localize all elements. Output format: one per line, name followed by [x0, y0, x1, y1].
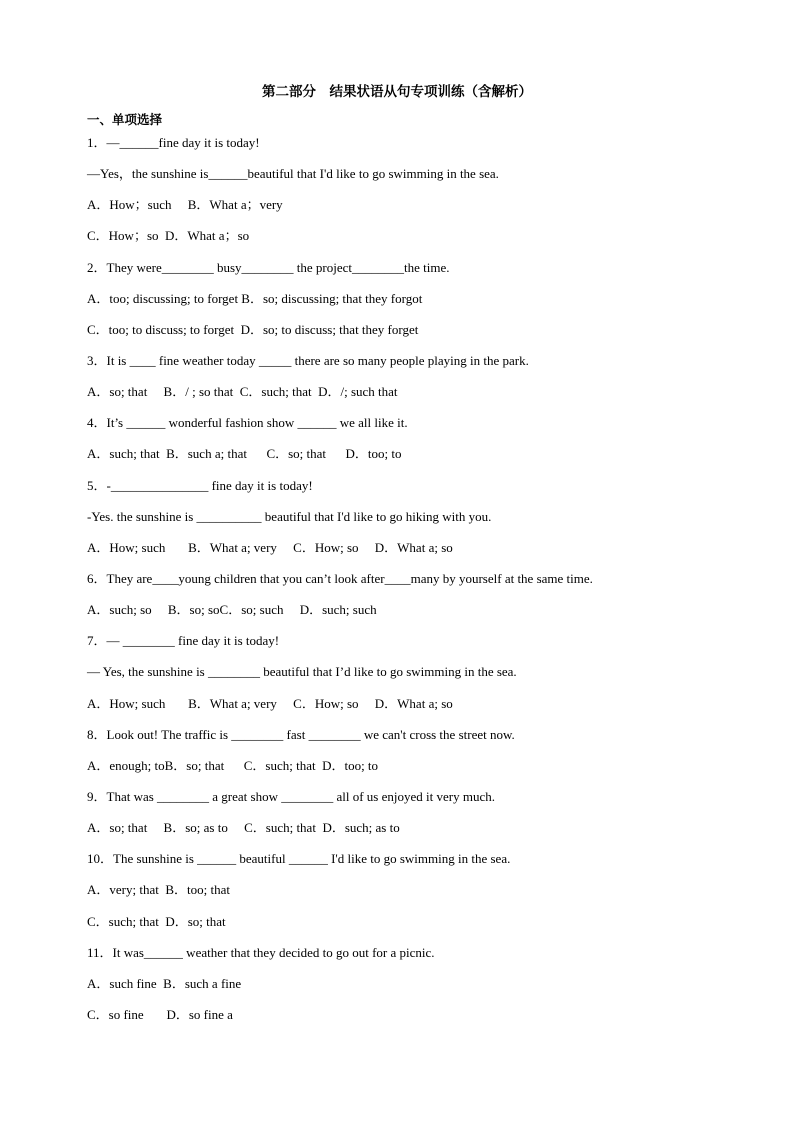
question-line: A．How; such B．What a; very C．How; so D．What a; so: [87, 539, 453, 555]
question-line: A．enough; toB．so; that C．such; that D．too; to: [87, 757, 379, 773]
question-line: C．so fine D．so fine a: [87, 1006, 233, 1022]
question-line: -Yes. the sunshine is __________ beautiful that I'd like to go hiking with you.: [87, 508, 492, 524]
question-line: —Yes，the sunshine is______beautiful that I'd like to go swimming in the sea.: [87, 166, 499, 182]
question-line: C．such; that D．so; that: [87, 913, 226, 929]
question-line: 7．— ________ fine day it is today!: [87, 633, 280, 649]
question-line: A．very; that B．too; that: [87, 882, 230, 898]
question-line: 5．-_______________ fine day it is today!: [87, 477, 313, 493]
question-line: A．such; that B．such a; that C．so; that D．too; to: [87, 446, 402, 462]
question-line: 10．The sunshine is ______ beautiful ______ I'd like to go swimming in the sea.: [87, 851, 511, 867]
question-line: 11．It was______ weather that they decided to go out for a picnic.: [87, 944, 435, 960]
question-line: C．too; to discuss; to forget D．so; to discuss; that they forget: [87, 321, 419, 337]
question-line: 6．They are____young children that you can’t look after____many by yourself at the same time.: [87, 570, 593, 586]
question-line: C．How；so D．What a；so: [87, 228, 250, 244]
question-line: 1．—______fine day it is today!: [87, 135, 260, 150]
question-line: 2．They were________ busy________ the project________the time.: [87, 259, 450, 275]
question-line: A．so; that B．so; as to C．such; that D．such; as to: [87, 820, 400, 836]
page-title: 第二部分 结果状语从句专项训练（含解析）: [262, 84, 532, 100]
question-line: 4．It’s ______ wonderful fashion show ______ we all like it.: [87, 415, 408, 431]
question-line: A．such; so B．so; soC．so; such D．such; such: [87, 602, 377, 618]
question-line: 3．It is ____ fine weather today _____ there are so many people playing in the park.: [87, 352, 529, 368]
question-line: A．How；such B．What a；very: [87, 197, 283, 213]
question-line: 8．Look out! The traffic is ________ fast ________ we can't cross the street now.: [87, 726, 515, 742]
question-line: A．such fine B．such a fine: [87, 975, 242, 991]
question-line: A．How; such B．What a; very C．How; so D．What a; so: [87, 695, 453, 711]
question-line: — Yes, the sunshine is ________ beautiful that I’d like to go swimming in the sea.: [87, 664, 517, 680]
question-line: A．so; that B．/ ; so that C．such; that D．/; such that: [87, 384, 398, 400]
question-line: 9．That was ________ a great show ________ all of us enjoyed it very much.: [87, 788, 495, 804]
question-list: [87, 132, 767, 1035]
section-heading: 一、单项选择: [87, 112, 163, 127]
question-line: A．too; discussing; to forget B．so; discussing; that they forgot: [87, 290, 423, 306]
